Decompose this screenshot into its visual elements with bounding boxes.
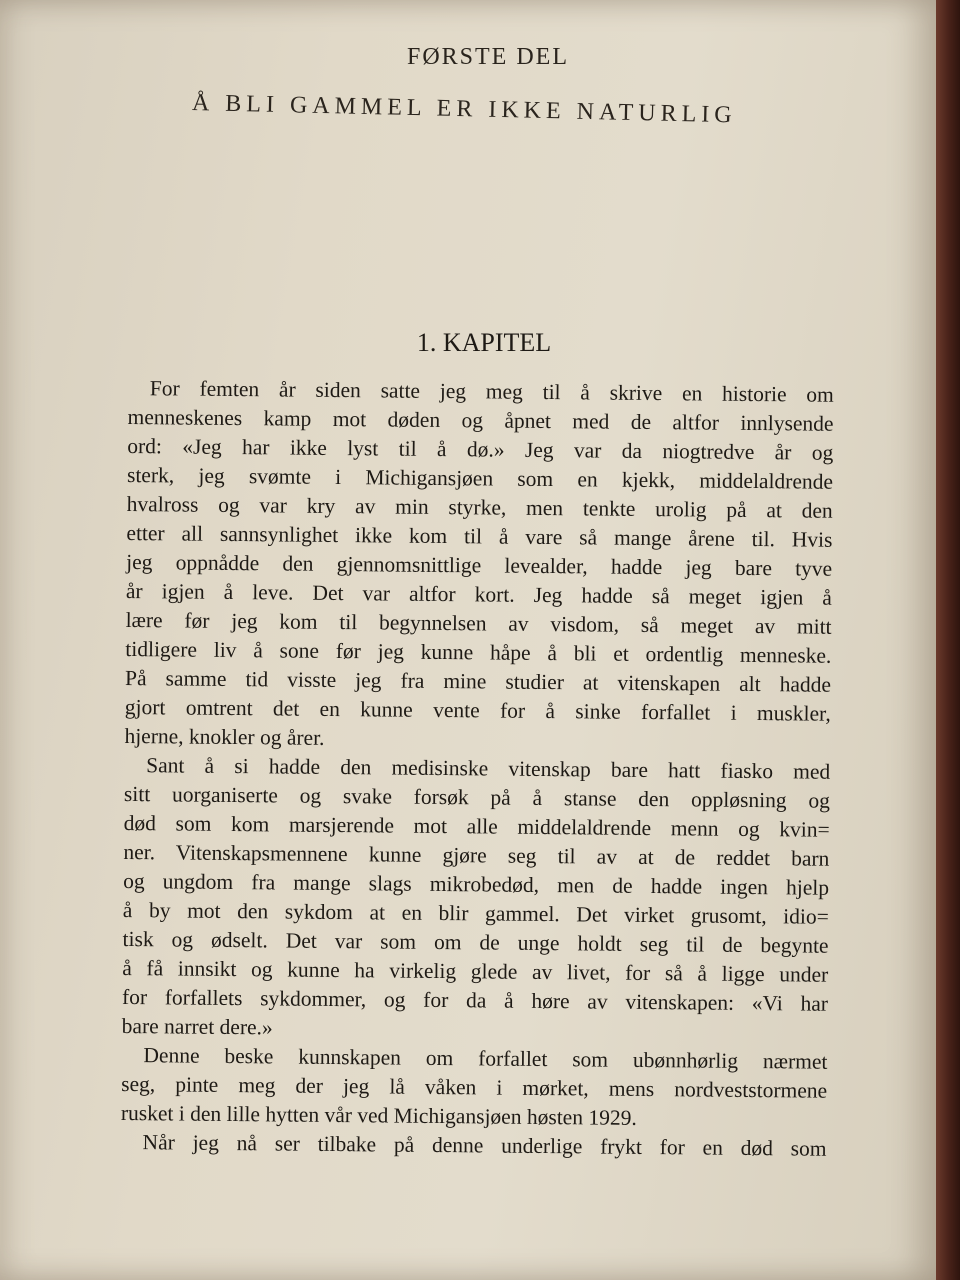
text-line: jeg oppnådde den gjennomsnittlige levealder, hadde jeg bare tyve (126, 549, 833, 581)
text-line: tidligere liv å sone før jeg kunne håpe å bli et ordentlig menneske. (125, 636, 832, 668)
text-line: sterk, jeg svømte i Michigansjøen som en kjekk, middelaldrende (126, 462, 834, 494)
text-line: ord: «Jeg har ikke lyst til å dø.» Jeg var da niogtredve år og (127, 433, 834, 465)
text-line: På samme tid visste jeg fra mine studier at vitenskapen alt hadde (124, 665, 832, 697)
text-line: hjerne, knokler og årer. (124, 723, 325, 750)
text-line: død som kom marsjerende mot alle middelaldrende menn og kvin= (123, 810, 830, 842)
book-cover-edge (936, 0, 960, 1280)
text-line: rusket i den lille hytten vår ved Michigansjøen høsten 1929. (120, 1100, 637, 1130)
text-line: Sant å si hadde den medisinske vitenskap bare hatt fiasko med (146, 753, 831, 784)
text-line: hvalross og var kry av min styrke, men tenkte urolig på at den (126, 491, 833, 523)
text-line: å by mot den sykdom at en blir gammel. Det virket grusomt, idio= (122, 897, 829, 929)
text-line: menneskenes kamp mot døden og åpnet med de altfor innlysende (127, 404, 834, 436)
book-title: Å BLI GAMMEL ER IKKE NATURLIG (191, 90, 737, 129)
text-line: for forfallets sykdommer, og for da å høre av vitenskapen: «Vi har (121, 984, 829, 1016)
text-line: Når jeg nå ser tilbake på denne underlige frykt for en død som (142, 1130, 827, 1161)
chapter-body (120, 374, 833, 1164)
text-line: lære før jeg kom til begynnelsen av visdom, så meget av mitt (125, 607, 832, 639)
part-title: FØRSTE DEL (406, 44, 569, 70)
text-line: For femten år siden satte jeg meg til å skrive en historie om (149, 376, 834, 407)
text-line: og ungdom fra mange slags mikrobedød, men de hadde ingen hjelp (123, 868, 830, 900)
text-line: år igjen å leve. Det var altfor kort. Jeg hadde så meget igjen å (125, 578, 832, 610)
text-line: seg, pinte meg der jeg lå våken i mørket, mens nordveststormene (121, 1071, 828, 1103)
text-line: bare narret dere.» (121, 1013, 273, 1040)
text-line: Denne beske kunnskapen om forfallet som ubønnhørlig nærmet (143, 1043, 828, 1074)
chapter-title: 1. KAPITEL (416, 328, 552, 357)
text-line: sitt uorganiserte og svake forsøk på å stanse den oppløsning og (123, 781, 831, 813)
text-line: tisk og ødselt. Det var som om de unge holdt seg til de begynte (122, 926, 829, 958)
text-line: ner. Vitenskapsmennene kunne gjøre seg til av at de reddet barn (123, 839, 830, 871)
text-line: gjort omtrent det en kunne vente for å sinke forfallet i muskler, (124, 694, 831, 726)
text-line: etter all sannsynlighet ikke kom til å vare så mange årene til. Hvis (126, 520, 833, 552)
text-line: å få innsikt og kunne ha virkelig glede av livet, for så å ligge under (122, 955, 829, 987)
